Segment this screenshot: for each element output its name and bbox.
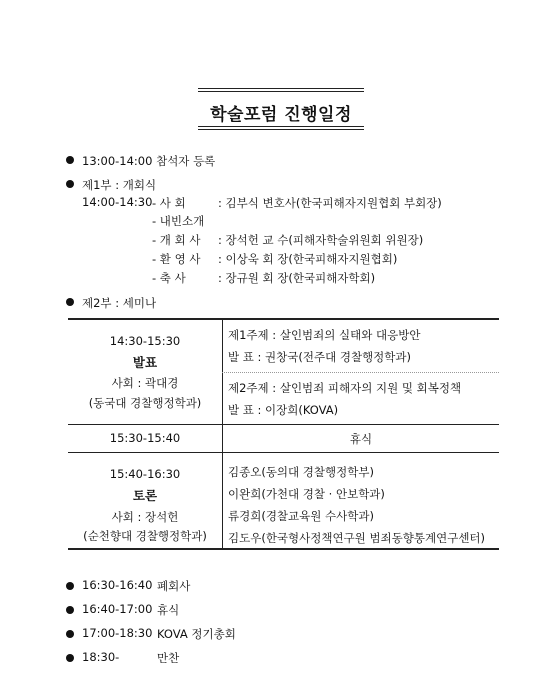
topic-presenter: 발 표 : 권창국(전주대 경찰행정학과) bbox=[228, 350, 411, 364]
break-label: 휴식 bbox=[349, 432, 373, 446]
agenda-text: 만찬 bbox=[157, 651, 180, 665]
topic-subject: 제2주제 : 살인범죄 피해자의 지원 및 회복정책 bbox=[228, 381, 462, 395]
agenda-item bbox=[82, 153, 215, 169]
opening-time: 14:00-14:30 bbox=[82, 195, 153, 209]
opening-person: : 이상욱 회 장(한국피해자지원협회) bbox=[218, 252, 398, 266]
title-rule-top bbox=[198, 88, 364, 89]
agenda-time: 16:40-17:00 bbox=[82, 602, 153, 616]
opening-role: - 내빈소개 bbox=[152, 214, 205, 228]
presentation-label: 발표 bbox=[132, 355, 158, 370]
agenda-text: : 개회식 bbox=[115, 178, 157, 192]
bullet-icon bbox=[66, 654, 74, 662]
agenda-item bbox=[82, 295, 156, 311]
bullet-icon bbox=[66, 180, 74, 188]
table-rule bbox=[68, 548, 499, 550]
bullet-icon bbox=[66, 630, 74, 638]
title-rule-bottom-2 bbox=[198, 129, 364, 130]
opening-person: : 장석헌 교 수(피해자학술위원회 위원장) bbox=[218, 233, 424, 247]
presentation-affiliation: (동국대 경찰행정학과) bbox=[88, 396, 202, 410]
panelist: 이완희(가천대 경찰 · 안보학과) bbox=[228, 487, 385, 501]
table-rule bbox=[68, 318, 499, 320]
discussion-label: 토론 bbox=[132, 488, 158, 503]
title-rule-bottom bbox=[198, 126, 364, 127]
topic-subject: 제1주제 : 살인범죄의 실태와 대응방안 bbox=[228, 328, 421, 342]
agenda-text: KOVA 정기총회 bbox=[157, 627, 236, 641]
agenda-time: 17:00-18:30 bbox=[82, 626, 153, 640]
title-rule-top-2 bbox=[198, 91, 364, 92]
agenda-time: 제1부 bbox=[82, 178, 112, 192]
agenda-text: 폐회사 bbox=[157, 579, 191, 593]
opening-role: - 축 사 bbox=[152, 271, 186, 285]
presentation-moderator: 사회 : 곽대경 bbox=[111, 376, 179, 390]
agenda-time: 제2부 bbox=[82, 296, 112, 310]
agenda-item bbox=[82, 177, 156, 193]
agenda-time: 18:30- bbox=[82, 650, 120, 664]
opening-role: - 환 영 사 bbox=[152, 252, 201, 266]
presentation-time: 14:30-15:30 bbox=[109, 334, 181, 348]
opening-role: - 개 회 사 bbox=[152, 233, 201, 247]
panelist: 류경희(경찰교육원 수사학과) bbox=[228, 509, 374, 523]
table-rule bbox=[68, 452, 499, 453]
bullet-icon bbox=[66, 606, 74, 614]
agenda-text: : 세미나 bbox=[115, 296, 157, 310]
discussion-affiliation: (순천향대 경찰행정학과) bbox=[83, 529, 207, 543]
bullet-icon bbox=[66, 582, 74, 590]
opening-person: : 장규원 회 장(한국피해자학회) bbox=[218, 271, 376, 285]
table-rule bbox=[68, 424, 499, 425]
agenda-time: 16:30-16:40 bbox=[82, 578, 153, 592]
agenda-text: 참석자 등록 bbox=[156, 154, 216, 168]
opening-role: - 사 회 bbox=[152, 196, 186, 210]
panelist: 김도우(한국형사정책연구원 범죄동향통계연구센터) bbox=[228, 531, 486, 545]
discussion-moderator: 사회 : 장석헌 bbox=[111, 510, 179, 524]
table-rule bbox=[222, 372, 499, 373]
discussion-time: 15:40-16:30 bbox=[109, 467, 181, 481]
opening-person: : 김부식 변호사(한국피해자지원협회 부회장) bbox=[218, 196, 442, 210]
bullet-icon bbox=[66, 298, 74, 306]
agenda-time: 13:00-14:00 bbox=[82, 154, 153, 168]
agenda-text: 휴식 bbox=[157, 603, 180, 617]
topic-presenter: 발 표 : 이장희(KOVA) bbox=[228, 403, 339, 417]
panelist: 김종오(동의대 경찰행정학부) bbox=[228, 465, 374, 479]
bullet-icon bbox=[66, 156, 74, 164]
seminar-table bbox=[68, 318, 499, 549]
page-title: 학술포럼 진행일정 bbox=[210, 105, 352, 125]
break-time: 15:30-15:40 bbox=[109, 431, 181, 445]
